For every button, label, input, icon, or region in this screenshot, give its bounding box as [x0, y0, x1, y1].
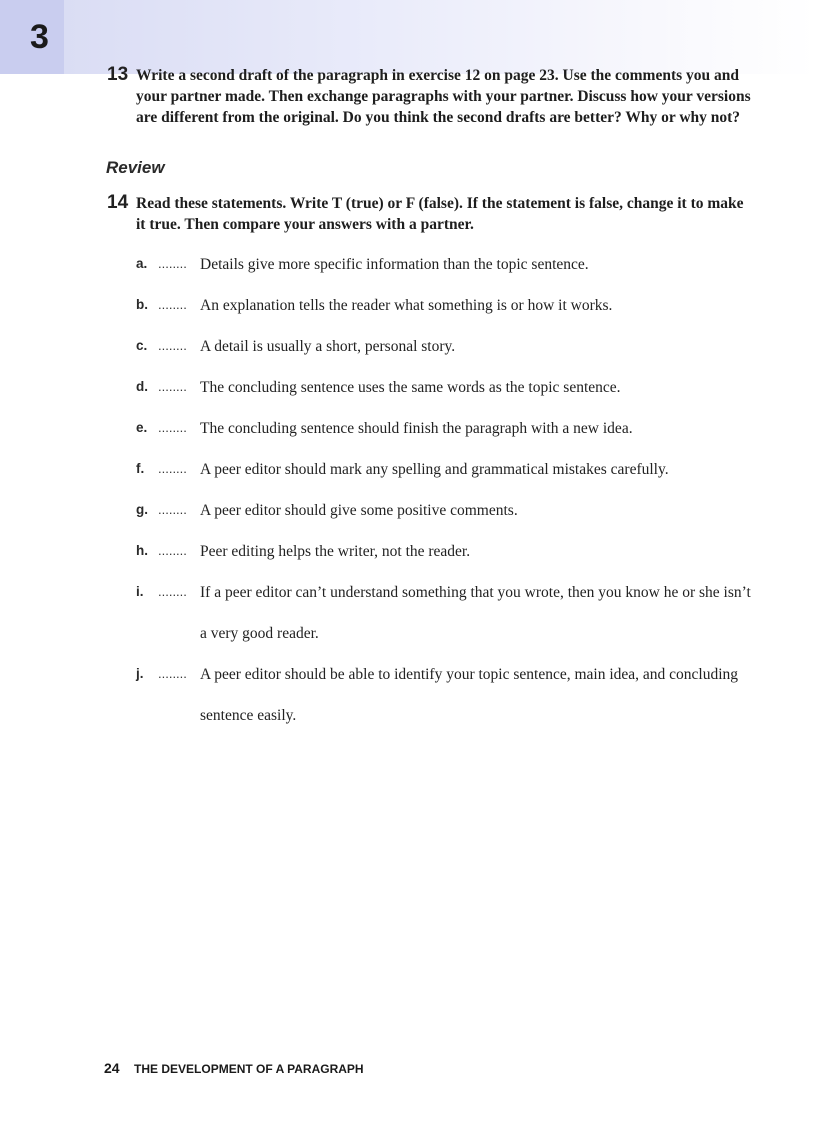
statement-text: Details give more specific information than the topic sentence.: [200, 256, 589, 273]
answer-blank[interactable]: ........: [158, 256, 187, 271]
page-footer: [104, 1060, 364, 1078]
item-letter: a.: [136, 256, 148, 271]
item-letter: c.: [136, 338, 148, 353]
header-band: [0, 0, 816, 74]
answer-blank[interactable]: ........: [158, 338, 187, 353]
answer-blank[interactable]: ........: [158, 297, 187, 312]
chapter-number: 3: [30, 18, 49, 56]
statement-text: A peer editor should mark any spelling and grammatical mistakes carefully.: [200, 461, 669, 478]
answer-blank[interactable]: ........: [158, 420, 187, 435]
section-title-review: Review: [106, 158, 165, 177]
item-letter: i.: [136, 584, 144, 599]
statement-text: If a peer editor can’t understand something that you wrote, then you know he or she isn’t a very good reader.: [200, 584, 751, 642]
item-letter: d.: [136, 379, 148, 394]
answer-blank[interactable]: ........: [158, 379, 187, 394]
page-number: 24: [104, 1060, 120, 1076]
statement-text: A peer editor should give some positive comments.: [200, 502, 518, 519]
item-letter: f.: [136, 461, 145, 476]
exercise-instructions: Write a second draft of the paragraph in exercise 12 on page 23. Use the comments you and your partner made. Then exchange paragraphs with your partner. Discuss how your versions are different from the original. Do you think the second drafts are better? Why or why not?: [136, 67, 751, 126]
answer-blank[interactable]: ........: [158, 584, 187, 599]
answer-blank[interactable]: ........: [158, 543, 187, 558]
answer-blank[interactable]: ........: [158, 502, 187, 517]
running-title: THE DEVELOPMENT OF A PARAGRAPH: [134, 1062, 364, 1076]
statement-text: A peer editor should be able to identify your topic sentence, main idea, and concluding sentence easily.: [200, 666, 739, 724]
statement-text: Peer editing helps the writer, not the reader.: [200, 543, 471, 560]
item-letter: j.: [136, 666, 144, 681]
item-letter: h.: [136, 543, 148, 558]
statement-text: A detail is usually a short, personal story.: [200, 338, 456, 355]
statement-text: An explanation tells the reader what something is or how it works.: [200, 297, 613, 314]
answer-blank[interactable]: ........: [158, 666, 187, 681]
item-letter: b.: [136, 297, 148, 312]
statement-text: The concluding sentence should finish the paragraph with a new idea.: [200, 420, 633, 437]
statement-text: The concluding sentence uses the same words as the topic sentence.: [200, 379, 621, 396]
answer-blank[interactable]: ........: [158, 461, 187, 476]
exercise-number: 13: [107, 64, 129, 85]
item-letter: e.: [136, 420, 148, 435]
exercise-instructions: Read these statements. Write T (true) or F (false). If the statement is false, change it to make it true. Then compare your answers with a partner.: [136, 195, 744, 233]
item-letter: g.: [136, 502, 148, 517]
exercise-number: 14: [107, 192, 129, 213]
